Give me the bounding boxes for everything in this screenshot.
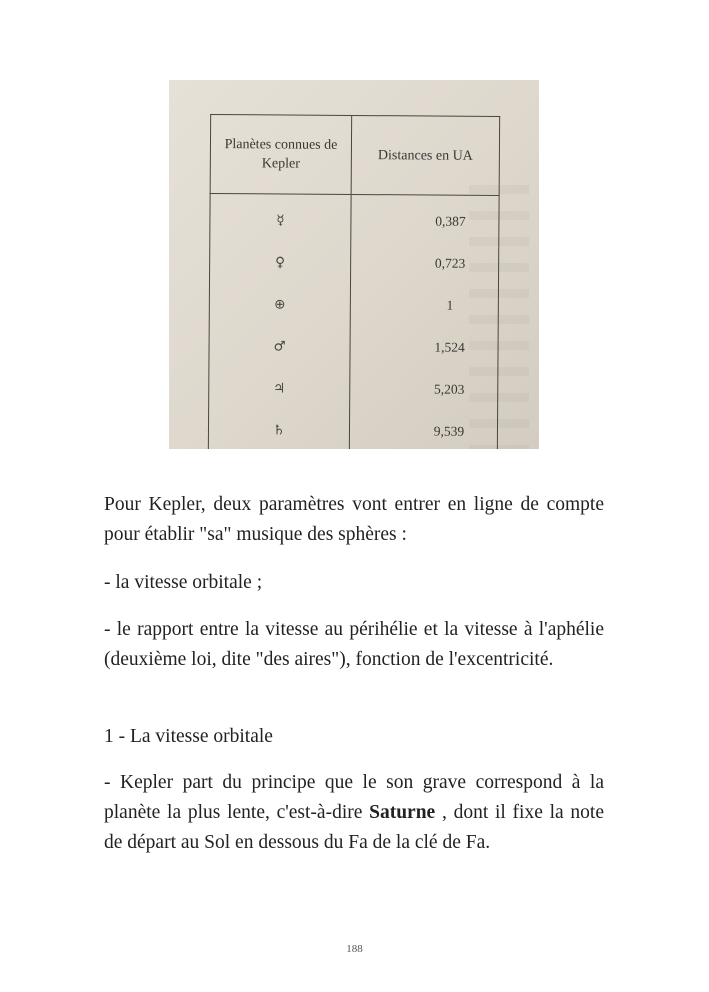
- distance-value: 1: [350, 284, 498, 327]
- table-row: [209, 367, 498, 411]
- section-heading: 1 - La vitesse orbitale: [104, 726, 273, 747]
- table-row: [208, 409, 497, 449]
- distance-value: 5,203: [350, 368, 498, 411]
- header-distances: Distances en UA: [351, 115, 500, 195]
- table-row: [209, 325, 498, 369]
- paragraph-text-end: , dont il fixe la note de départ au Sol en dessous du Fa de la clé de Fa.: [104, 802, 604, 853]
- paragraph-item-ratio: - le rapport entre la vitesse au périhélie et la vitesse à l'aphélie (deuxième loi, dite "des aires"), fonction de l'excentricité.: [104, 619, 604, 670]
- distance-value: 0,723: [351, 242, 499, 285]
- table-header-row: [210, 114, 500, 195]
- earth-symbol: ⊕: [209, 283, 350, 326]
- distance-value: 9,539: [349, 410, 497, 449]
- distance-value: 1,524: [350, 326, 498, 369]
- mars-symbol: ♂: [209, 325, 350, 368]
- table-row: [209, 283, 498, 327]
- paragraph-intro: Pour Kepler, deux paramètres vont entrer en ligne de compte pour établir "sa" musique des sphères :: [104, 494, 604, 545]
- planet-distance-table: [208, 114, 500, 449]
- saturn-symbol: ♄: [208, 409, 349, 449]
- saturn-emphasis: Saturne: [369, 802, 436, 823]
- table-photo: [169, 80, 539, 449]
- distance-value: 0,387: [351, 194, 499, 243]
- paragraph-item-speed: - la vitesse orbitale ;: [104, 572, 263, 593]
- page-number: 188: [346, 943, 363, 955]
- paragraph-text-start: - Kepler part du principe que le son grave correspond à la planète la plus lente, c'est-à-dire: [104, 772, 604, 823]
- paragraph-kepler-saturn: [104, 768, 604, 858]
- table-row: [210, 241, 499, 285]
- jupiter-symbol: ♃: [209, 367, 350, 410]
- venus-symbol: ♀: [210, 241, 351, 284]
- mercury-symbol: ☿: [210, 193, 351, 241]
- header-planets: Planètes connues de Kepler: [210, 114, 352, 194]
- table-row: [210, 193, 499, 243]
